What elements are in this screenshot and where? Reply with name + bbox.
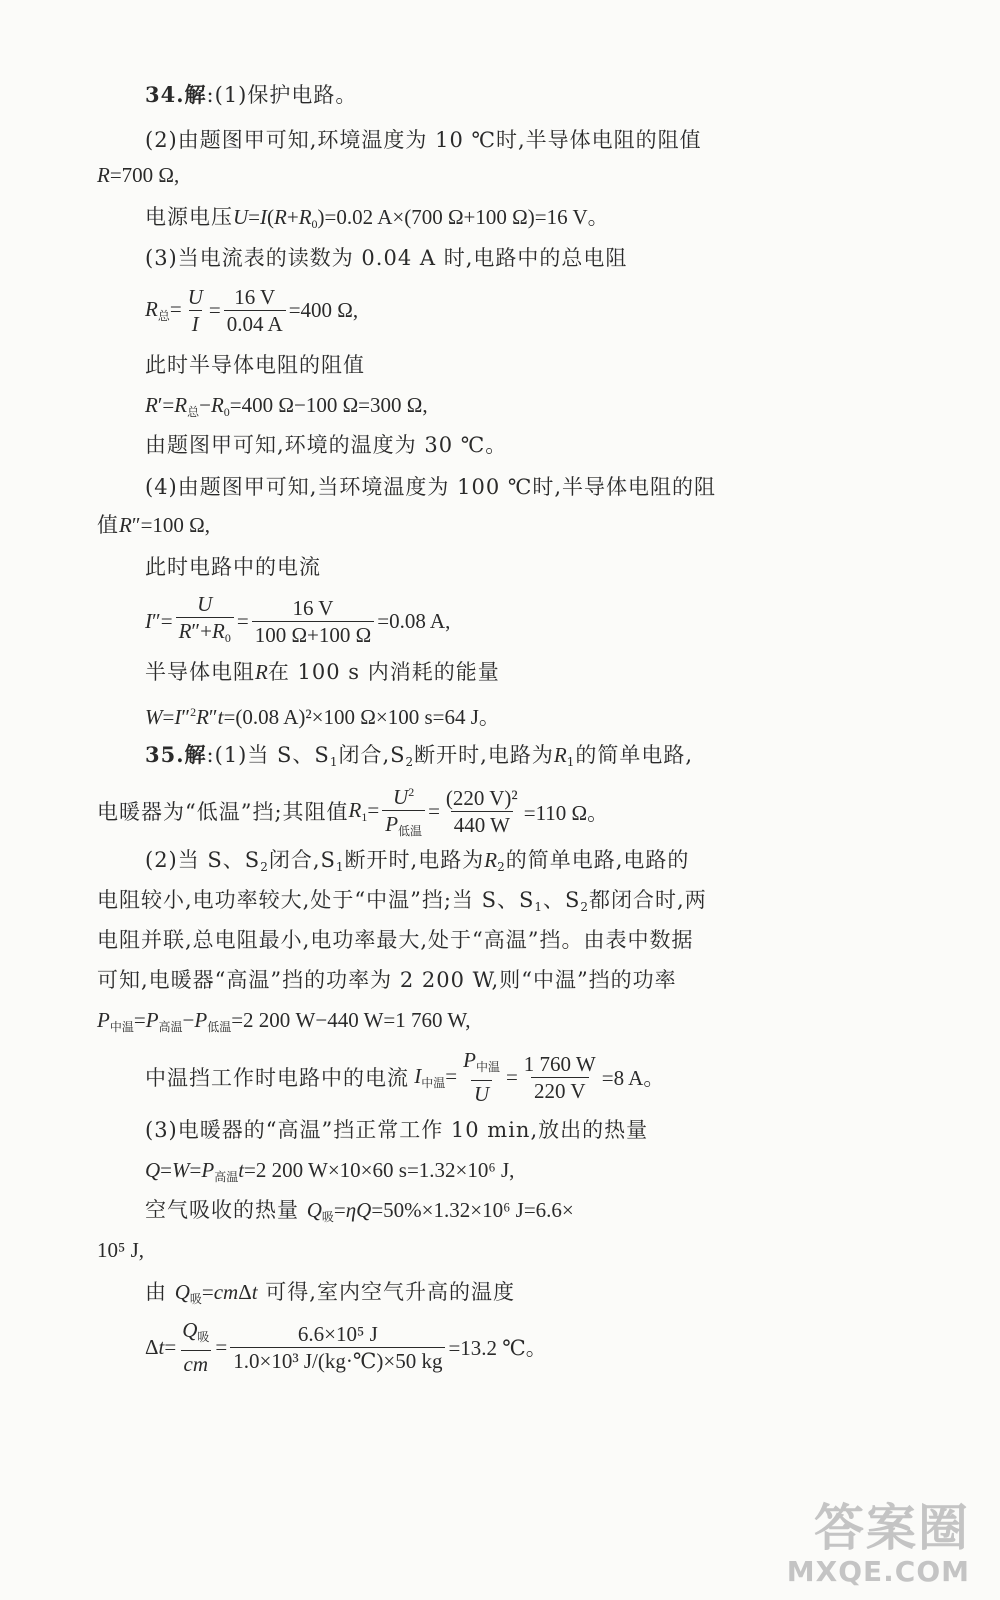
q34-total-resistance-equation: $R_总=$ $\frac{U}{I}$ = $\frac{16 V}{0.04 A}$ =400 Ω, bbox=[145, 285, 359, 336]
q35-part2-line5: $P_{中温}=P_{高温}-P_{低温}=2$ 200 W−440 W=1 760 W, bbox=[97, 1008, 471, 1034]
fraction: $\frac{1 760 W}{220 V}$ bbox=[523, 1051, 596, 1103]
q34-number: 34. bbox=[145, 82, 185, 107]
fraction: $\frac{P_{中温}}{U}$ bbox=[463, 1048, 500, 1106]
q35-medium-current-equation: 中温挡工作时电路中的电流 $I_{中温}=$ $\frac{P_{中温}}{U}$ = $\frac{1 760 W}{220 V}$ =8 A。 bbox=[145, 1048, 665, 1106]
q35-heat-line: $Q=W=P_{高温}t=2$ 200 W×10×60 s=1.32×10⁶ J, bbox=[145, 1158, 515, 1184]
q35-number: 35. bbox=[145, 742, 185, 767]
q35-part2-line2: 电阻较小,电功率较大,处于“中温”挡;当 S、$S_1$、$S_2$都闭合时,两 bbox=[97, 888, 707, 914]
q34-current-equation: I″= $\frac{U}{R''+R_0}$ = $\frac{16 V}{100 \Omega+100 \Omega}$ =0.08 A, bbox=[145, 592, 450, 650]
q34-part3-line5: 由题图甲可知,环境的温度为 30 ℃。 bbox=[145, 433, 508, 457]
q35-part2-line4: 可知,电暖器“高温”挡的功率为 2 200 W,则“中温”挡的功率 bbox=[97, 968, 677, 992]
q35-low-resistance-equation: 电暖器为“低温”挡;其阻值 $R_1=$ $\frac{U^2}{P_{低温}}$ = $\frac{\text{(220 V)²}}{440 W}$ =110 Ω。 bbox=[97, 780, 608, 843]
q34-part3-line1: (3)当电流表的读数为 0.04 A 时,电路中的总电阻 bbox=[145, 246, 628, 270]
q34-part3-line4: $R'=R_总-R_0=400$ Ω−100 Ω=300 Ω, bbox=[145, 393, 428, 419]
q35-solution-label: 解 bbox=[184, 742, 207, 767]
fraction: $\frac{16 V}{100 \Omega+100 \Omega}$ bbox=[252, 596, 375, 647]
q34-voltage-line: 电源电压$U=I(R+R_0)=0.02$ A×(700 Ω+100 Ω)=16 V。 bbox=[145, 205, 609, 231]
q34-part2-line1: (2)由题图甲可知,环境温度为 10 ℃时,半导体电阻的阻值 bbox=[145, 128, 702, 152]
q34-solution-label: 解 bbox=[184, 82, 207, 107]
fraction: $\frac{U^2}{P_{低温}}$ bbox=[382, 780, 425, 843]
q34-part2-line2: R=700 Ω, bbox=[97, 163, 180, 187]
q35-absorbed-heat-line: 空气吸收的热量 $Q_吸=\eta Q=50\%\times 1.32\times 10^6$ J=6.6× bbox=[145, 1198, 574, 1224]
watermark bbox=[787, 1501, 970, 1588]
watermark-logo-text: 答案圈 bbox=[814, 1499, 970, 1557]
fraction: $\frac{\text{6.6×10⁵ J}}{\text{1.0×10³ J/(kg·℃)×50 kg}}$ bbox=[230, 1322, 445, 1373]
q35-part2-line1: (2)当 S、$S_2$闭合$,S_1$断开时,电路为$R_2$的简单电路,电路的 bbox=[145, 848, 690, 874]
q35-part3-line4: 10⁵ J, bbox=[97, 1238, 144, 1262]
fraction: $\frac{U}{I}$ bbox=[187, 285, 203, 336]
q34-part4-line3: 此时电路中的电流 bbox=[145, 555, 321, 579]
q35-part3-line1: (3)电暖器的“高温”挡正常工作 10 min,放出的热量 bbox=[145, 1118, 649, 1142]
q35-temperature-equation: Δt= $\frac{Q_吸}{cm}$ = $\frac{\text{6.6×10⁵ J}}{\text{1.0×10³ J/(kg·℃)×50 kg}}$ =13.2 ℃。 bbox=[145, 1318, 547, 1376]
q34-part3-line3: 此时半导体电阻的阻值 bbox=[145, 353, 365, 377]
q35-heading: 35.解:(1)当 S、$S_1$闭合$,S_2$断开时,电路为$R_1$的简单电路, bbox=[145, 742, 694, 769]
fraction: $\frac{Q_吸}{cm}$ bbox=[182, 1318, 210, 1376]
q34-heading bbox=[145, 80, 357, 110]
fraction: $\frac{U}{R''+R_0}$ bbox=[176, 592, 234, 650]
q35-part3-line5: 由 $Q_吸=cm\Delta t$ 可得,室内空气升高的温度 bbox=[145, 1280, 515, 1306]
q34-energy-line: W=I″$^2$R″t=(0.08 A)²×100 Ω×100 s=64 J。 bbox=[145, 705, 500, 729]
fraction: $\frac{\text{(220 V)²}}{440 W}$ bbox=[445, 786, 518, 837]
q34-part4-line2: 值R″=100 Ω, bbox=[97, 513, 211, 537]
watermark-url: MXQE.COM bbox=[786, 1555, 970, 1588]
q34-part4-line5: 半导体电阻R在 100 s 内消耗的能量 bbox=[145, 660, 500, 684]
fraction: $\frac{16 V}{0.04 A}$ bbox=[224, 285, 286, 336]
q34-part4-line1: (4)由题图甲可知,当环境温度为 100 ℃时,半导体电阻的阻 bbox=[145, 475, 717, 499]
q35-part2-line3: 电阻并联,总电阻最小,电功率最大,处于“高温”挡。由表中数据 bbox=[97, 928, 694, 952]
q34-part1: :(1)保护电路。 bbox=[206, 83, 358, 107]
